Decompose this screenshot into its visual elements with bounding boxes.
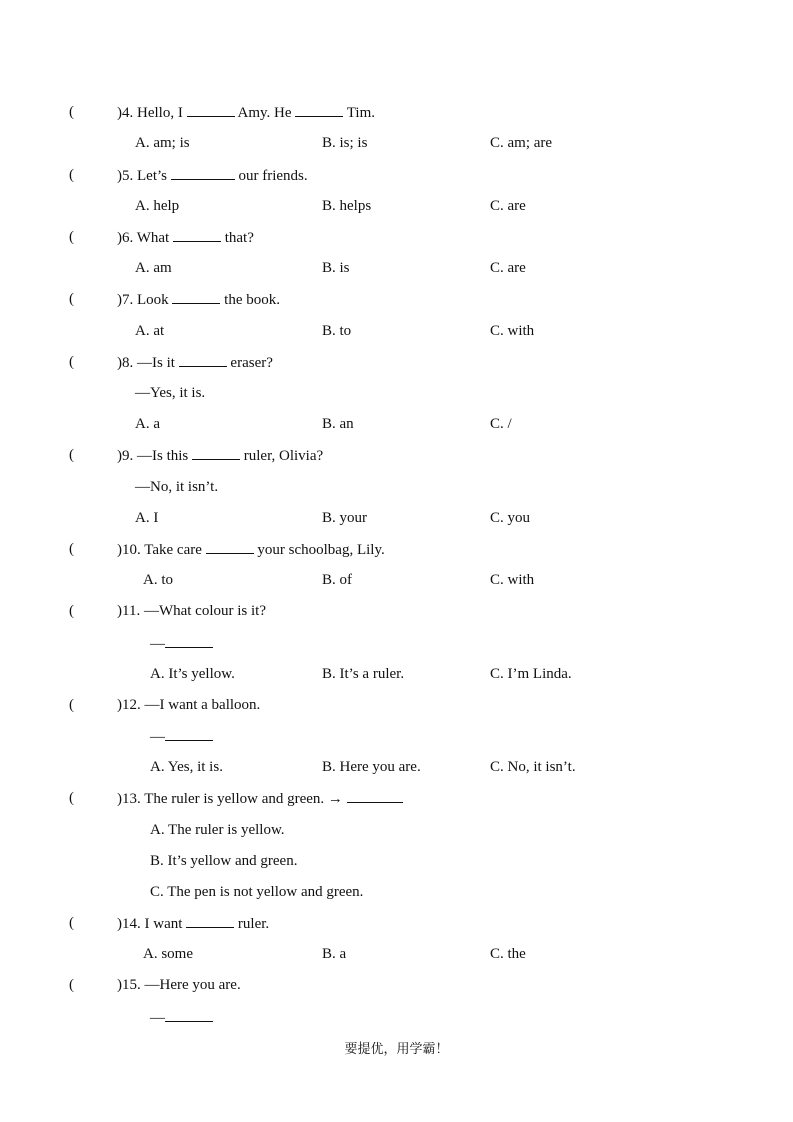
question-text: Let’s: [137, 168, 167, 184]
question-text: Hello, I: [137, 105, 183, 121]
question-text: ruler.: [237, 916, 270, 932]
question-text: Amy. He: [237, 105, 292, 121]
option-a[interactable]: A. The ruler is yellow.: [150, 822, 285, 838]
answer-paren[interactable]: (: [69, 790, 74, 806]
option-b[interactable]: B. It’s yellow and green.: [150, 853, 298, 869]
answer-blank[interactable]: [347, 788, 403, 803]
answer-blank[interactable]: [187, 102, 235, 117]
option-c[interactable]: C. I’m Linda.: [490, 666, 572, 682]
answer-blank[interactable]: [165, 633, 213, 648]
option-a[interactable]: A. some: [143, 946, 193, 962]
question-text: —Here you are.: [144, 977, 241, 993]
answer-paren[interactable]: (: [69, 447, 74, 463]
question-text: that?: [224, 230, 254, 246]
option-a[interactable]: A. Yes, it is.: [150, 759, 223, 775]
option-c[interactable]: C. with: [490, 323, 535, 339]
question-text: Take care: [144, 542, 202, 558]
question-number: )10.: [117, 542, 141, 558]
option-a[interactable]: A. I: [135, 510, 159, 526]
question-number: )13.: [117, 791, 141, 807]
question-number: )5.: [117, 168, 134, 184]
answer-paren[interactable]: (: [69, 104, 74, 120]
option-c[interactable]: C. /: [490, 416, 512, 432]
option-b[interactable]: B. an: [322, 416, 354, 432]
dialogue-reply: —Yes, it is.: [135, 385, 206, 401]
answer-blank[interactable]: [173, 227, 221, 242]
option-c[interactable]: C. The pen is not yellow and green.: [150, 884, 364, 900]
option-b[interactable]: B. It’s a ruler.: [322, 666, 405, 682]
question-text: the book.: [224, 292, 280, 308]
answer-paren[interactable]: (: [69, 915, 74, 931]
question-number: )9.: [117, 448, 134, 464]
answer-paren[interactable]: (: [69, 603, 74, 619]
question-text: —Is it: [137, 355, 175, 371]
question-text: Look: [137, 292, 169, 308]
option-b[interactable]: B. Here you are.: [322, 759, 421, 775]
answer-blank[interactable]: [165, 1007, 213, 1022]
option-a[interactable]: A. am; is: [135, 135, 190, 151]
option-a[interactable]: A. a: [135, 416, 160, 432]
answer-blank[interactable]: [165, 726, 213, 741]
answer-blank[interactable]: [192, 445, 240, 460]
option-c[interactable]: C. No, it isn’t.: [490, 759, 576, 775]
option-b[interactable]: B. to: [322, 323, 352, 339]
answer-blank[interactable]: [186, 913, 234, 928]
dialogue-dash: —: [150, 729, 165, 745]
question-text: our friends.: [238, 168, 308, 184]
question-number: )7.: [117, 292, 134, 308]
option-c[interactable]: C. the: [490, 946, 526, 962]
question-number: )6.: [117, 230, 134, 246]
option-a[interactable]: A. at: [135, 323, 165, 339]
question-number: )14.: [117, 916, 141, 932]
option-a[interactable]: A. help: [135, 198, 180, 214]
answer-paren[interactable]: (: [69, 354, 74, 370]
page-footer: 要提优，用学霸！: [344, 1042, 449, 1057]
question-number: )15.: [117, 977, 141, 993]
dialogue-dash: —: [150, 1010, 165, 1026]
option-c[interactable]: C. are: [490, 260, 526, 276]
answer-blank[interactable]: [206, 539, 254, 554]
option-b[interactable]: B. a: [322, 946, 347, 962]
option-a[interactable]: A. am: [135, 260, 172, 276]
question-number: )11.: [117, 603, 141, 619]
question-text: I want: [144, 916, 183, 932]
question-text: eraser?: [230, 355, 273, 371]
option-c[interactable]: C. you: [490, 510, 531, 526]
option-c[interactable]: C. with: [490, 572, 535, 588]
answer-blank[interactable]: [179, 352, 227, 367]
question-number: )4.: [117, 105, 134, 121]
answer-paren[interactable]: (: [69, 541, 74, 557]
question-number: )8.: [117, 355, 134, 371]
option-b[interactable]: B. helps: [322, 198, 372, 214]
option-a[interactable]: A. It’s yellow.: [150, 666, 235, 682]
question-text: —I want a balloon.: [144, 697, 261, 713]
question-number: )12.: [117, 697, 141, 713]
question-text: —Is this: [137, 448, 189, 464]
question-text: Tim.: [346, 105, 376, 121]
option-c[interactable]: C. are: [490, 198, 526, 214]
question-text: ruler, Olivia?: [243, 448, 324, 464]
option-b[interactable]: B. of: [322, 572, 352, 588]
answer-blank[interactable]: [295, 102, 343, 117]
question-text: The ruler is yellow and green. →: [144, 791, 343, 807]
answer-blank[interactable]: [172, 289, 220, 304]
question-text: your schoolbag, Lily.: [257, 542, 385, 558]
question-text: What: [136, 230, 170, 246]
answer-paren[interactable]: (: [69, 291, 74, 307]
dialogue-reply: —No, it isn’t.: [135, 479, 219, 495]
option-b[interactable]: B. is: [322, 260, 350, 276]
option-b[interactable]: B. is; is: [322, 135, 368, 151]
option-a[interactable]: A. to: [143, 572, 173, 588]
question-text: —What colour is it?: [143, 603, 267, 619]
option-c[interactable]: C. am; are: [490, 135, 553, 151]
answer-paren[interactable]: (: [69, 977, 74, 993]
answer-blank[interactable]: [171, 165, 235, 180]
dialogue-dash: —: [150, 636, 165, 652]
answer-paren[interactable]: (: [69, 167, 74, 183]
answer-paren[interactable]: (: [69, 697, 74, 713]
option-b[interactable]: B. your: [322, 510, 367, 526]
answer-paren[interactable]: (: [69, 229, 74, 245]
